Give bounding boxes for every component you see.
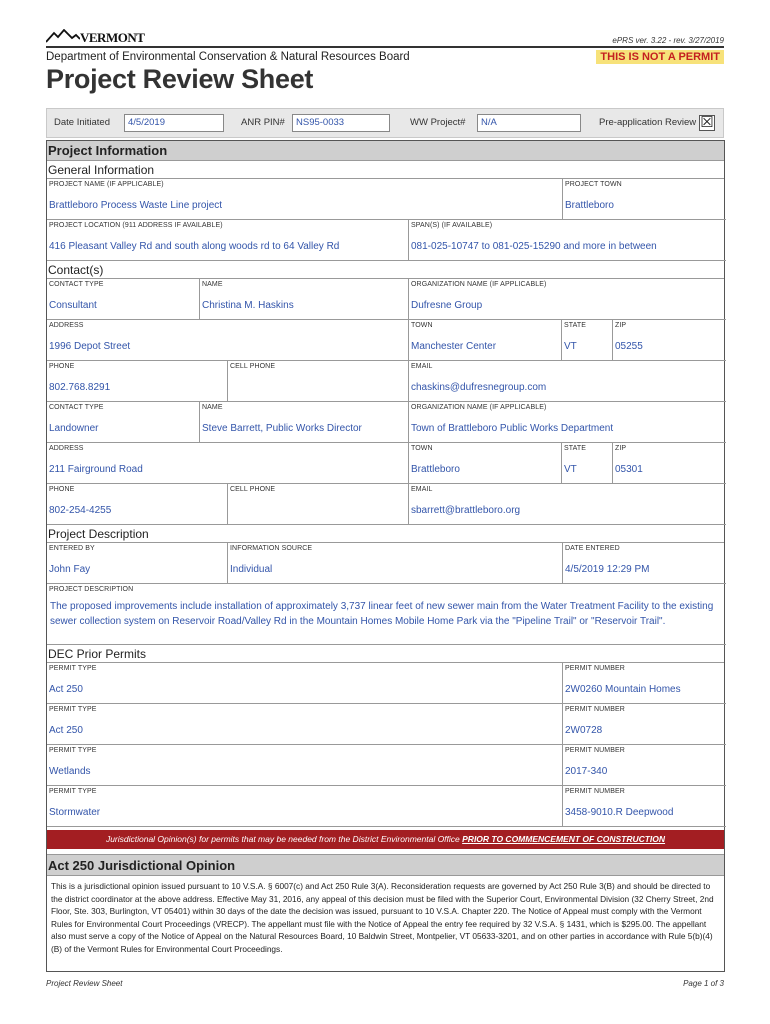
contact-state-label: STATE (564, 322, 587, 329)
logo-text: VERMONT (80, 30, 145, 45)
contact-address-value: 211 Fairground Road (49, 464, 143, 475)
preapp-checkbox[interactable]: ☒ (700, 114, 714, 131)
vermont-logo (46, 29, 146, 45)
project-location-cell[interactable] (47, 220, 409, 261)
contact-type-cell[interactable] (47, 402, 200, 443)
department-name: Department of Environmental Conservation & Natural Resources Board (46, 51, 410, 63)
contact-type-cell[interactable] (47, 279, 200, 320)
date-entered-cell[interactable] (563, 543, 726, 584)
contact-cell-phone-cell[interactable] (228, 361, 409, 402)
contact-zip-value: 05255 (615, 341, 643, 352)
contact-cell-phone-label: CELL PHONE (230, 363, 276, 370)
permit-row (47, 704, 724, 745)
contact-state-value: VT (564, 341, 577, 352)
date-initiated-field[interactable]: 4/5/2019 (124, 114, 224, 132)
contact-phone-value: 802.768.8291 (49, 382, 111, 393)
contact-2-row-3 (47, 484, 724, 525)
contact-type-label: CONTACT TYPE (49, 281, 104, 288)
permit-number-value: 2W0260 Mountain Homes (565, 684, 681, 695)
contact-address-cell[interactable] (47, 443, 409, 484)
permit-number-cell[interactable] (563, 786, 726, 827)
permit-number-value: 3458-9010.R Deepwood (565, 807, 674, 818)
contact-zip-cell[interactable] (613, 320, 726, 361)
contact-phone-label: PHONE (49, 486, 75, 493)
contact-address-label: ADDRESS (49, 445, 84, 452)
date-initiated-label: Date Initiated (54, 117, 110, 128)
not-permit-badge: THIS IS NOT A PERMIT (596, 50, 724, 64)
permit-number-value: 2W0728 (565, 725, 603, 736)
span-cell[interactable] (409, 220, 726, 261)
permit-number-cell[interactable] (563, 663, 726, 704)
permit-type-value: Act 250 (49, 684, 83, 695)
contact-name-cell[interactable] (200, 279, 409, 320)
section-project-information: Project Information (47, 141, 724, 161)
permit-type-cell[interactable] (47, 704, 563, 745)
jurisdiction-banner-text: Jurisdictional Opinion(s) for permits that may be needed from the District Environmental Office (105, 834, 463, 844)
contact-cell-phone-label: CELL PHONE (230, 486, 276, 493)
contact-name-label: NAME (202, 404, 223, 411)
date-entered-value: 4/5/2019 12:29 PM (565, 564, 650, 575)
jurisdiction-banner-emphasis: PRIOR TO COMMENCEMENT OF CONSTRUCTION (462, 834, 666, 844)
footer-page-number: Page 1 of 3 (683, 979, 724, 988)
contact-email-value: sbarrett@brattleboro.org (411, 505, 521, 516)
permit-number-label: PERMIT NUMBER (565, 788, 625, 795)
info-source-cell[interactable] (228, 543, 563, 584)
project-name-row (47, 179, 724, 220)
permit-type-cell[interactable] (47, 745, 563, 786)
footer-document-name: Project Review Sheet (46, 979, 123, 988)
permit-row (47, 745, 724, 786)
permit-number-label: PERMIT NUMBER (565, 747, 625, 754)
contact-phone-value: 802-254-4255 (49, 505, 112, 516)
project-town-cell[interactable] (563, 179, 726, 220)
contact-phone-cell[interactable] (47, 484, 228, 525)
contact-zip-cell[interactable] (613, 443, 726, 484)
contact-town-label: TOWN (411, 322, 433, 329)
permit-type-label: PERMIT TYPE (49, 788, 97, 795)
project-description-label: PROJECT DESCRIPTION (49, 586, 134, 593)
project-town-label: PROJECT TOWN (565, 181, 622, 188)
contact-town-label: TOWN (411, 445, 433, 452)
contact-name-label: NAME (202, 281, 223, 288)
page-title: Project Review Sheet (46, 64, 314, 94)
subsection-contacts: Contact(s) (47, 261, 724, 279)
project-location-value: 416 Pleasant Valley Rd and south along woods rd to 64 Valley Rd (49, 241, 340, 252)
project-name-cell[interactable] (47, 179, 563, 220)
contact-1-row-1 (47, 279, 724, 320)
project-description-value: The proposed improvements include installation of approximately 3,737 linear feet of new sewer main from the Water Treatment Facility to the existing sewer collection system on Reservoir Road/Valley Rd in the Mountain Homes Mobile Home Park via the "Pipeline Trail" or "Reservoir Trail". (50, 601, 714, 627)
contact-email-cell[interactable] (409, 361, 726, 402)
section-act250-opinion: Act 250 Jurisdictional Opinion (47, 854, 724, 876)
permit-type-value: Wetlands (49, 766, 91, 777)
span-value: 081-025-10747 to 081-025-15290 and more in between (411, 241, 657, 252)
permit-type-label: PERMIT TYPE (49, 706, 97, 713)
contact-type-label: CONTACT TYPE (49, 404, 104, 411)
contact-type-value: Landowner (49, 423, 99, 434)
permit-number-label: PERMIT NUMBER (565, 706, 625, 713)
date-entered-label: DATE ENTERED (565, 545, 620, 552)
contact-name-value: Steve Barrett, Public Works Director (202, 423, 362, 434)
permit-type-label: PERMIT TYPE (49, 747, 97, 754)
permit-type-label: PERMIT TYPE (49, 665, 97, 672)
contact-address-value: 1996 Depot Street (49, 341, 131, 352)
contact-email-label: EMAIL (411, 363, 433, 370)
contact-town-cell[interactable] (409, 320, 562, 361)
contact-org-value: Town of Brattleboro Public Works Department (411, 423, 614, 434)
permit-type-value: Stormwater (49, 807, 101, 818)
contact-org-value: Dufresne Group (411, 300, 483, 311)
contact-type-value: Consultant (49, 300, 97, 311)
preapp-label: Pre-application Review (599, 117, 697, 128)
top-info-bar (46, 108, 724, 138)
contact-1-row-2 (47, 320, 724, 361)
project-location-row (47, 220, 724, 261)
contact-state-cell[interactable] (562, 443, 613, 484)
project-name-label: PROJECT NAME (IF APPLICABLE) (49, 181, 164, 188)
ww-project-field[interactable]: N/A (477, 114, 581, 132)
contact-state-value: VT (564, 464, 577, 475)
anr-pin-field[interactable]: NS95-0033 (292, 114, 390, 132)
span-label: SPAN(S) (IF AVAILABLE) (411, 222, 493, 229)
contact-cell-phone-cell[interactable] (228, 484, 409, 525)
project-location-label: PROJECT LOCATION (911 ADDRESS IF AVAILABLE) (49, 222, 223, 229)
contact-town-cell[interactable] (409, 443, 562, 484)
contact-org-cell[interactable] (409, 402, 726, 443)
project-description-row (47, 584, 724, 645)
contact-1-row-3 (47, 361, 724, 402)
info-source-value: Individual (230, 564, 273, 575)
contact-2-row-1 (47, 402, 724, 443)
contact-org-label: ORGANIZATION NAME (IF APPLICABLE) (411, 404, 547, 411)
permit-number-value: 2017-340 (565, 766, 608, 777)
contact-zip-label: ZIP (615, 322, 627, 329)
project-town-value: Brattleboro (565, 200, 614, 211)
review-form (46, 140, 725, 972)
contact-name-cell[interactable] (200, 402, 409, 443)
entered-by-cell[interactable] (47, 543, 228, 584)
permit-row (47, 786, 724, 827)
description-meta-row (47, 543, 724, 584)
contact-email-cell[interactable] (409, 484, 726, 525)
contact-phone-label: PHONE (49, 363, 75, 370)
entered-by-label: ENTERED BY (49, 545, 95, 552)
subsection-general-information: General Information (47, 161, 724, 179)
info-source-label: INFORMATION SOURCE (230, 545, 313, 552)
contact-email-value: chaskins@dufresnegroup.com (411, 382, 547, 393)
contact-state-cell[interactable] (562, 320, 613, 361)
subsection-dec-prior-permits: DEC Prior Permits (47, 645, 724, 663)
contact-zip-value: 05301 (615, 464, 643, 475)
ww-project-label: WW Project# (410, 117, 466, 128)
contact-org-label: ORGANIZATION NAME (IF APPLICABLE) (411, 281, 547, 288)
project-name-value: Brattleboro Process Waste Line project (49, 200, 223, 211)
contact-zip-label: ZIP (615, 445, 627, 452)
contact-phone-cell[interactable] (47, 361, 228, 402)
anr-pin-label: ANR PIN# (241, 117, 285, 128)
contact-town-value: Brattleboro (411, 464, 460, 475)
contact-email-label: EMAIL (411, 486, 433, 493)
contact-name-value: Christina M. Haskins (202, 300, 294, 311)
permit-type-value: Act 250 (49, 725, 83, 736)
permit-number-label: PERMIT NUMBER (565, 665, 625, 672)
permit-type-cell[interactable] (47, 663, 563, 704)
act250-opinion-text: This is a jurisdictional opinion issued pursuant to 10 V.S.A. § 6007(c) and Act 250 Rule 3(A). Reconsideration requests are governed by Act 250 Rule 3(B) and should be directed to the district coordinator at the above address. Effective May 31, 2016, any appeal of this decision must be filed with the Superior Court, Environmental Division (32 Cherry Street, 2nd Floor, Ste. 303, Burlington, VT 05401) within 30 days of the date the decision was issued, pursuant to 10 V.S.A. Chapter 220. The Notice of Appeal must comply with the Vermont Rules for Environmental Court Proceedings (VRECP). The appellant must file with the Notice of Appeal the entry fee required by 32 V.S.A. § 1431, which is $295.00. The appellant also must serve a copy of the Notice of Appeal on the Natural Resources Board, 10 Baldwin Street, Montpelier, VT 05633-3201, and on other parties in accordance with Rule 5(b)(4)(B) of the Vermont Rules for Environmental Court Proceedings. (51, 881, 714, 954)
mountain-logo-icon (46, 29, 80, 43)
permit-number-cell[interactable] (563, 704, 726, 745)
contact-town-value: Manchester Center (411, 341, 497, 352)
contact-address-cell[interactable] (47, 320, 409, 361)
entered-by-value: John Fay (49, 564, 91, 575)
header-rule (46, 46, 724, 48)
permit-row (47, 663, 724, 704)
contact-address-label: ADDRESS (49, 322, 84, 329)
jurisdiction-banner (47, 830, 724, 849)
contact-org-cell[interactable] (409, 279, 726, 320)
contact-state-label: STATE (564, 445, 587, 452)
project-description-cell[interactable] (47, 584, 726, 645)
contact-2-row-2 (47, 443, 724, 484)
permit-type-cell[interactable] (47, 786, 563, 827)
subsection-project-description: Project Description (47, 525, 724, 543)
version-text: ePRS ver. 3.22 - rev. 3/27/2019 (612, 36, 724, 45)
permit-number-cell[interactable] (563, 745, 726, 786)
